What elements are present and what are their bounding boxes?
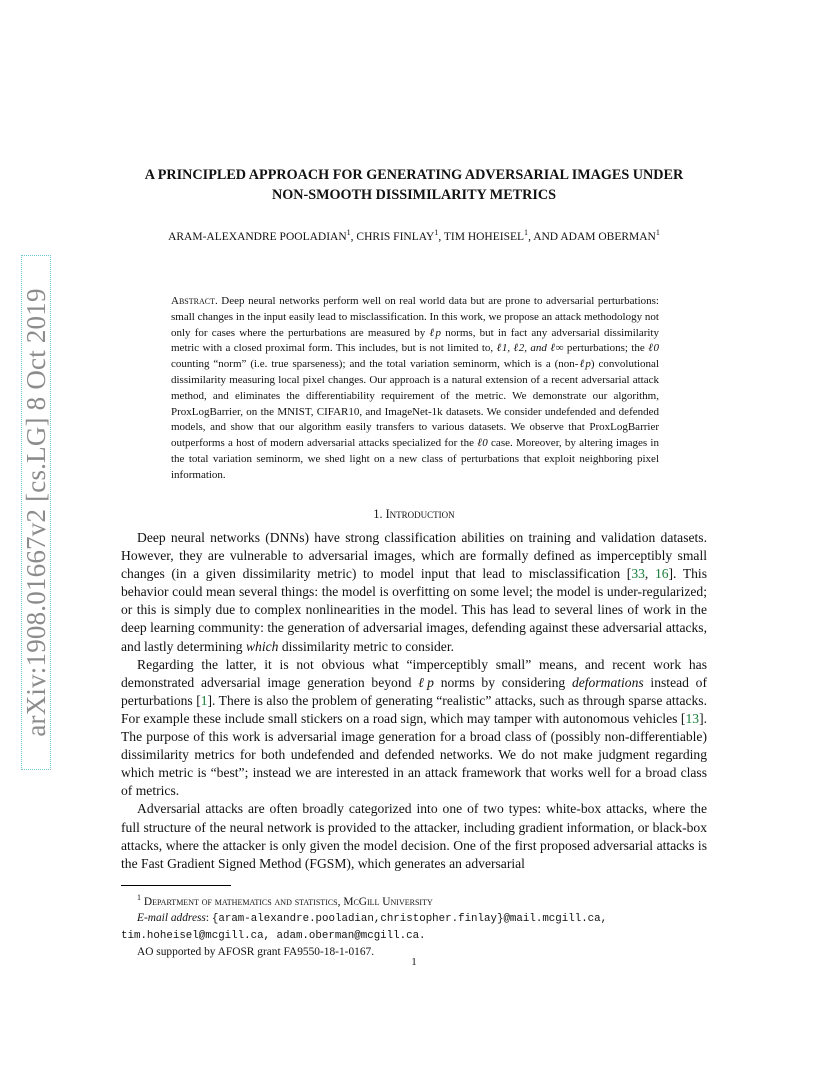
affiliation-text: Department of mathematics and statistics, McGill University: [143, 895, 433, 908]
math-lp: ℓp: [429, 326, 441, 339]
math-l0: ℓ0: [477, 437, 488, 450]
affiliation-mark: 1: [346, 228, 351, 237]
abstract-text-3: perturbations; the: [563, 342, 649, 355]
citation-link[interactable]: 1: [200, 692, 208, 708]
abstract-text-1: Deep neural networks perform well on real world data but are prone to adversarial perturbations: small changes in the input easily lead to misclassification. In this work, we propose an attack methodology not only for cases where the perturbations are measured by: [171, 295, 659, 339]
arxiv-stamp: [21, 255, 51, 770]
abstract-text-6: case. Moreover, by altering images in the total variation seminorm, we shed light on a new class of perturbations that exploit neighboring pixel information.: [171, 437, 659, 481]
author-4: AND ADAM OBERMAN: [533, 230, 656, 243]
page-number: 1: [411, 956, 417, 968]
paragraph: Adversarial attacks are often broadly categorized into one of two types: white-box attacks, where the full structure of the neural network is provided to the attacker, including gradient information, or black-box attacks, where the attacker is only given the model decision. One of the first proposed adversarial attacks is the Fast Gradient Signed Method (FGSM), which generates an adversarial: [121, 801, 707, 871]
footnotes: [121, 890, 707, 960]
abstract-text-4: counting “norm” (i.e. true sparseness); and the total variation seminorm, which is a (non-: [171, 358, 579, 371]
paragraph-text: ]. This behavior could mean several things: the model is overfitting on some level; the model is under-regularized; or this is simply due to complex nonlinearities in the model. This has lead to several lines of work in the deep learning community: the generation of adversarial images, defending against these adversarial attacks, and lastly determining: [121, 566, 707, 654]
paragraph: [121, 656, 707, 801]
author-1: ARAM-ALEXANDRE POOLADIAN: [168, 230, 347, 243]
email-address[interactable]: {aram-alexandre.pooladian,christopher.finlay}@mail.mcgill.ca,: [211, 912, 608, 925]
affiliation-mark: 1: [524, 228, 529, 237]
citation-link[interactable]: 13: [685, 710, 700, 726]
paragraph-text: Deep neural networks (DNNs) have strong classification abilities on training and validation datasets. However, they are vulnerable to adversarial images, which are formally defined as imperceptibly small changes (in a given dissimilarity metric) to model input that lead to misclassification [: [121, 530, 707, 582]
arxiv-stamp-text[interactable]: arXiv:1908.01667v2 [cs.LG] 8 Oct 2019: [21, 255, 51, 770]
affiliation-mark: 1: [137, 893, 141, 902]
abstract-label: Abstract.: [171, 295, 218, 307]
citation-link[interactable]: 16: [654, 566, 669, 582]
math-lp: ℓp: [418, 674, 434, 690]
paragraph-text: norms by considering: [433, 674, 572, 690]
paragraph-text: ]. There is also the problem of generating “realistic” attacks, such as through sparse attacks. For example these include small stickers on a road sign, which may tamper with autonomous vehicles [: [121, 692, 707, 726]
section-heading: 1. Introduction: [373, 507, 455, 521]
citation-link[interactable]: 33: [631, 566, 645, 582]
paragraph: Deep neural networks (DNNs) have strong classification abilities on training and validation datasets. However, they are vulnerable to adversarial images, which are formally defined as imperceptibly small changes (in a given dissimilarity metric) to model input that lead to misclassification [33, 16]. This behavior could mean several things: the model is overfitting on some level; the model is under-regularized; or this is simply due to complex nonlinearities in the model. This has lead to several lines of work in the deep learning community: the generation of adversarial images, defending against these adversarial attacks, and lastly determining which dissimilarity metric to consider.: [121, 530, 707, 654]
footnote-email: E-mail address: {aram-alexandre.pooladian,christopher.finlay}@mail.mcgill.ca,: [137, 911, 608, 925]
paragraph-text: Regarding the latter, it is not obvious what “imperceptibly small” means, and recent work has demonstrated adversarial image generation beyond: [121, 656, 707, 690]
emphasis: which: [245, 638, 279, 654]
emphasis: deformations: [571, 674, 644, 690]
footnote-affiliation: [121, 890, 707, 910]
math-lp: ℓp: [578, 358, 591, 371]
abstract: [171, 294, 659, 484]
footnote-email-cont: [121, 927, 707, 944]
affiliation-mark: 1: [434, 228, 439, 237]
author-2: CHRIS FINLAY: [356, 230, 435, 243]
title-line-1: A PRINCIPLED APPROACH FOR GENERATING ADVERSARIAL IMAGES UNDER: [144, 167, 684, 183]
author-list: ARAM-ALEXANDRE POOLADIAN$^1$, CHRIS FINLAY$^1$, TIM HOHEISEL$^1$, AND ADAM OBERMAN$^1$: [168, 228, 660, 243]
abstract-text-2: norms, but in fact any adversarial dissimilarity metric with a closed proximal form. This includes, but is not limited to,: [171, 326, 659, 355]
email-label: E-mail address: [137, 911, 206, 924]
footnote-grant: AO supported by AFOSR grant FA9550-18-1-0167.: [137, 945, 375, 958]
footnote-rule: [121, 885, 231, 886]
paragraph-text: dissimilarity metric to consider.: [278, 638, 455, 654]
title-line-2: NON-SMOOTH DISSIMILARITY METRICS: [271, 187, 557, 203]
math-norm-list: ℓ1, ℓ2, and ℓ∞: [496, 342, 564, 355]
paragraph-text: ]. The purpose of this work is adversarial image generation for a broad class of (possibly non-differentiable) dissimilarity metrics for both undefended and defended networks. We do not make judgment regarding which metric is “best”; instead we are interested in an attack framework that works well for a broad class of metrics.: [121, 710, 707, 799]
author-3: TIM HOHEISEL: [443, 230, 525, 243]
paragraph-text: instead of perturbations [: [121, 674, 707, 708]
email-address[interactable]: tim.hoheisel@mcgill.ca, adam.oberman@mcgill.ca.: [121, 929, 426, 942]
affiliation-mark: 1: [655, 228, 660, 237]
abstract-text-5: ) convolutional dissimilarity measuring local pixel changes. Our approach is a natural extension of a recent adversarial attack method, and eliminates the differentiability requirement of the metric. We demonstrate our algorithm, ProxLogBarrier, on the MNIST, CIFAR10, and ImageNet-1k datasets. We consider undefended and defended models, and show that our algorithm easily transfers to various datasets. We observe that ProxLogBarrier outperforms a host of modern adversarial attacks specialized for the: [171, 358, 659, 450]
introduction-body: [121, 529, 707, 873]
paper-title: [90, 165, 738, 205]
math-l0: ℓ0: [648, 342, 659, 355]
